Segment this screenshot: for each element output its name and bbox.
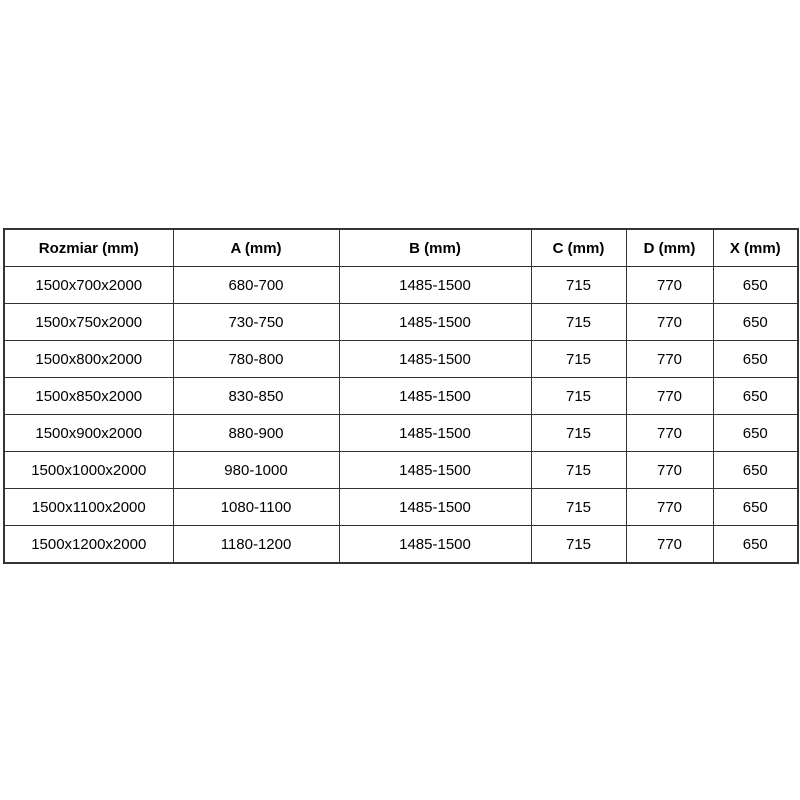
- table-body: [4, 267, 798, 564]
- cell-c: 715: [531, 341, 626, 378]
- header-row: [4, 229, 798, 267]
- table-row: [4, 526, 798, 564]
- cell-rozmiar: 1500x900x2000: [4, 415, 173, 452]
- cell-c: 715: [531, 452, 626, 489]
- table-header: [4, 229, 798, 267]
- cell-a: 880-900: [173, 415, 339, 452]
- cell-rozmiar: 1500x850x2000: [4, 378, 173, 415]
- cell-rozmiar: 1500x1100x2000: [4, 489, 173, 526]
- column-header-a: A (mm): [173, 229, 339, 267]
- column-header-d: D (mm): [626, 229, 713, 267]
- cell-x: 650: [713, 489, 798, 526]
- cell-d: 770: [626, 304, 713, 341]
- cell-x: 650: [713, 304, 798, 341]
- dimensions-table-container: [3, 228, 797, 564]
- cell-a: 980-1000: [173, 452, 339, 489]
- table-row: [4, 304, 798, 341]
- cell-c: 715: [531, 489, 626, 526]
- cell-a: 1080-1100: [173, 489, 339, 526]
- cell-c: 715: [531, 378, 626, 415]
- cell-b: 1485-1500: [339, 341, 531, 378]
- column-header-rozmiar: Rozmiar (mm): [4, 229, 173, 267]
- cell-x: 650: [713, 452, 798, 489]
- cell-b: 1485-1500: [339, 415, 531, 452]
- table-row: [4, 341, 798, 378]
- dimensions-table: [3, 228, 799, 564]
- cell-x: 650: [713, 526, 798, 564]
- cell-x: 650: [713, 341, 798, 378]
- table-row: [4, 489, 798, 526]
- cell-rozmiar: 1500x800x2000: [4, 341, 173, 378]
- table-row: [4, 378, 798, 415]
- column-header-c: C (mm): [531, 229, 626, 267]
- cell-d: 770: [626, 267, 713, 304]
- cell-b: 1485-1500: [339, 489, 531, 526]
- cell-b: 1485-1500: [339, 304, 531, 341]
- cell-a: 830-850: [173, 378, 339, 415]
- cell-rozmiar: 1500x750x2000: [4, 304, 173, 341]
- cell-x: 650: [713, 267, 798, 304]
- cell-b: 1485-1500: [339, 452, 531, 489]
- cell-a: 680-700: [173, 267, 339, 304]
- cell-a: 730-750: [173, 304, 339, 341]
- table-row: [4, 452, 798, 489]
- cell-c: 715: [531, 267, 626, 304]
- cell-a: 1180-1200: [173, 526, 339, 564]
- column-header-b: B (mm): [339, 229, 531, 267]
- cell-c: 715: [531, 415, 626, 452]
- cell-d: 770: [626, 415, 713, 452]
- cell-d: 770: [626, 452, 713, 489]
- cell-d: 770: [626, 378, 713, 415]
- cell-d: 770: [626, 341, 713, 378]
- cell-d: 770: [626, 526, 713, 564]
- cell-x: 650: [713, 378, 798, 415]
- cell-b: 1485-1500: [339, 267, 531, 304]
- cell-a: 780-800: [173, 341, 339, 378]
- cell-rozmiar: 1500x1000x2000: [4, 452, 173, 489]
- column-header-x: X (mm): [713, 229, 798, 267]
- cell-rozmiar: 1500x700x2000: [4, 267, 173, 304]
- table-row: [4, 415, 798, 452]
- cell-rozmiar: 1500x1200x2000: [4, 526, 173, 564]
- cell-b: 1485-1500: [339, 526, 531, 564]
- cell-c: 715: [531, 526, 626, 564]
- table-row: [4, 267, 798, 304]
- cell-d: 770: [626, 489, 713, 526]
- cell-x: 650: [713, 415, 798, 452]
- cell-c: 715: [531, 304, 626, 341]
- cell-b: 1485-1500: [339, 378, 531, 415]
